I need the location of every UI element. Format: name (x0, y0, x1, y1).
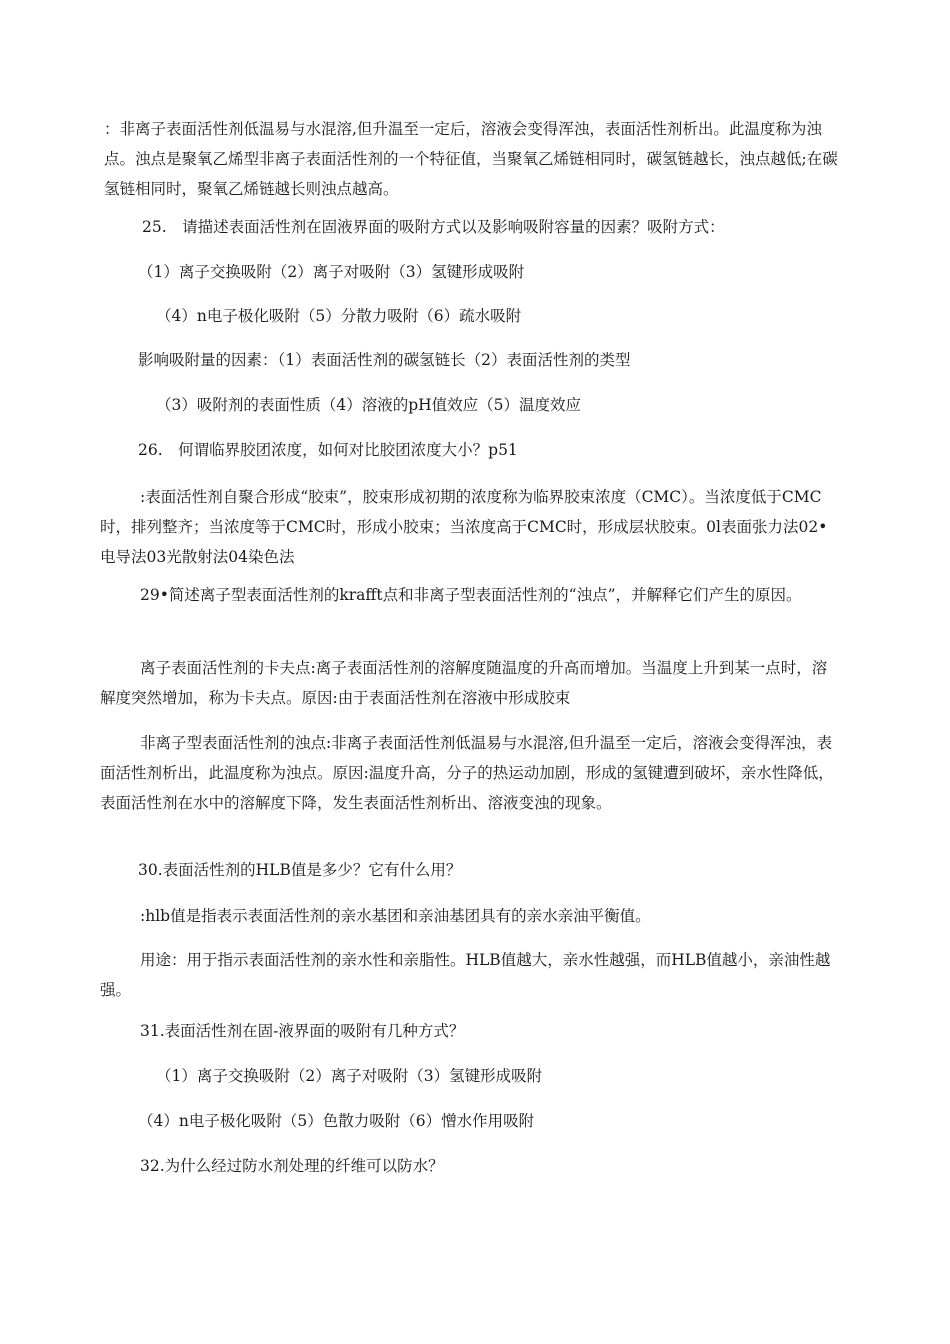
adsorption-modes-line-1: （1）离子交换吸附（2）离子对吸附（3）氢键形成吸附 (138, 263, 525, 281)
question-29: 29•简述离子型表面活性剂的krafft点和非离子型表面活性剂的“浊点”，并解释它们产生的原因。 (140, 586, 802, 604)
paragraph-cloud-point-reason: 非离子型表面活性剂的浊点:非离子表面活性剂低温易与水混溶,但升温至一定后，溶液会变得浑浊，表面活性剂析出，此温度称为浊点。原因:温度升高，分子的热运动加剧，形成的氢键遭到破坏，亲水性降低，表面活性剂在水中的溶解度下降，发生表面活性剂析出、溶液变浊的现象。 (100, 734, 834, 812)
solid-liquid-adsorption-line-2: （4）n电子极化吸附（5）色散力吸附（6）憎水作用吸附 (138, 1112, 535, 1130)
paragraph-cloud-point-definition: ：非离子表面活性剂低温易与水混溶,但升温至一定后，溶液会变得浑浊，表面活性剂析出。此温度称为浊点。浊点是聚氧乙烯型非离子表面活性剂的一个特征值，当聚氧乙烯链相同时，碳氢链越长，浊点越低;在碳氢链相同时，聚氧乙烯链越长则浊点越高。 (104, 120, 838, 198)
adsorption-factors-line-2: （3）吸附剂的表面性质（4）溶液的pH值效应（5）温度效应 (156, 396, 582, 414)
question-30: 30.表面活性剂的HLB值是多少？它有什么用？ (138, 861, 462, 879)
solid-liquid-adsorption-line-1: （1）离子交换吸附（2）离子对吸附（3）氢键形成吸附 (156, 1067, 543, 1085)
question-25: 25. 请描述表面活性剂在固液界面的吸附方式以及影响吸附容量的因素？吸附方式： (142, 218, 725, 236)
adsorption-factors-line-1: 影响吸附量的因素：（1）表面活性剂的碳氢链长（2）表面活性剂的类型 (138, 351, 631, 369)
paragraph-cmc-answer: :表面活性剂自聚合形成“胶束”，胶束形成初期的浓度称为临界胶束浓度（CMC）。当浓度低于CMC时，排列整齐；当浓度等于CMC时，形成小胶束；当浓度高于CMC时，形成层状胶束。0l表面张力法02•电导法03光散射法04染色法 (100, 488, 828, 566)
question-26: 26. 何谓临界胶团浓度，如何对比胶团浓度大小？p51 (138, 441, 518, 459)
hlb-definition: :hlb值是指表示表面活性剂的亲水基团和亲油基团具有的亲水亲油平衡值。 (140, 907, 651, 925)
paragraph-krafft-point: 离子表面活性剂的卡夫点:离子表面活性剂的溶解度随温度的升高而增加。当温度上升到某一点时，溶解度突然增加，称为卡夫点。原因:由于表面活性剂在溶液中形成胶束 (100, 659, 828, 707)
adsorption-modes-line-2: （4）n电子极化吸附（5）分散力吸附（6）疏水吸附 (156, 307, 522, 325)
question-31: 31.表面活性剂在固-液界面的吸附有几种方式？ (140, 1022, 465, 1040)
question-32: 32.为什么经过防水剂处理的纤维可以防水？ (140, 1157, 444, 1175)
hlb-usage: 用途：用于指示表面活性剂的亲水性和亲脂性。HLB值越大，亲水性越强，而HLB值越小，亲油性越强。 (100, 951, 831, 999)
